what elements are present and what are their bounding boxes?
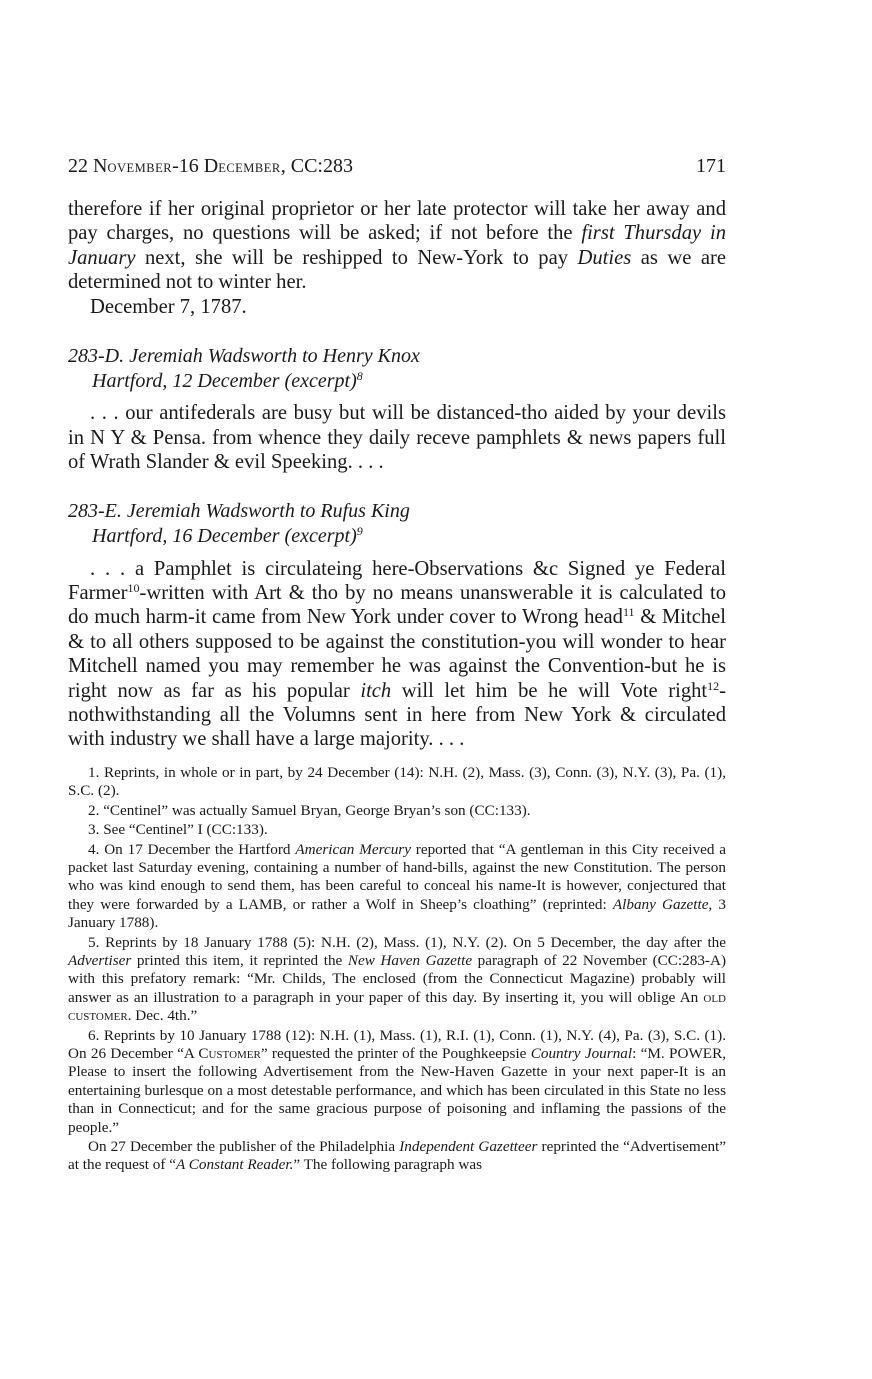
section-heading: 283-E. Jeremiah Wadsworth to Rufus King Hartford, 16 December (excerpt)$^9$: [68, 500, 410, 548]
intro-date: December 7, 1787.: [90, 295, 247, 318]
footnote-ref: 8: [356, 368, 363, 383]
letter-excerpt: . . . our antifederals are busy but will be distanced-tho aided by your devils in N Y & Pensa. from whence they daily receve pamphlets & news papers full of Wrath Slander & evil Speeking. . . .: [68, 402, 726, 474]
section-283-d: [68, 344, 726, 474]
intro-paragraph: therefore if her original proprietor or her late protector will take her away and pay charges, no questions will be asked; if not before the first Thursday in January next, she will be reshipped to New-York to pay Duties as we are determined not to winter her.: [68, 198, 726, 294]
document-page: [68, 154, 726, 1176]
footnote-ref: 12: [707, 678, 720, 693]
footnote-ref: 9: [356, 524, 363, 539]
footnotes: [68, 764, 726, 1175]
section-heading: 283-D. Jeremiah Wadsworth to Henry Knox Hartford, 12 December (excerpt)$^8$: [68, 345, 420, 392]
footnote-1: 1. Reprints, in whole or in part, by 24 December (14): N.H. (2), Mass. (3), Conn. (3), N.Y. (3), Pa. (1), S.C. (2).: [68, 763, 726, 800]
footnote-ref: 11: [622, 605, 635, 620]
page-number: 171: [696, 155, 726, 177]
footnote-3: 3. See “Centinel” I (CC:133).: [88, 821, 268, 839]
footnote-6: 6. Reprints by 10 January 1788 (12): N.H. (1), Mass. (1), R.I. (1), Conn. (1), N.Y. (4), Pa. (3), S.C. (1). On 26 December “A Customer” requested the printer of the Poughkeepsie Country Journal: “M. POWER, Please to insert the following Advertisement from the New-Haven Gazette in your next paper-It is an entertaining burlesque on a most detestable performance, and which has been circulated in this State no less than in Connecticut; and for the same gracious purpose of poisoning and inflaming the passions of the people.”: [68, 1026, 726, 1136]
section-283-e: [68, 499, 726, 751]
running-head-title: 22 NOVEMBER-16 DECEMBER, CC:283: [68, 155, 353, 177]
footnote-ref: 10: [127, 581, 140, 596]
footnote-4: 4. On 17 December the Hartford American Mercury reported that “A gentleman in this City received a packet last Saturday evening, containing a number of hand-bills, against the new Constitution. The person who was kind enough to send them, has been careful to conceal his name-It is however, conjectured that they were forwarded by a LAMB, or rather a Wolf in Sheep’s cloathing” (reprinted: Albany Gazette, 3 January 1788).: [68, 840, 726, 932]
letter-excerpt: . . . a Pamphlet is circulateing here-Observations &c Signed ye Federal Farmer$^{10}$-written with Art & tho by no means unanswerable it is calculated to do much harm-it came from New York under cover to Wrong head$^{11}$ & Mitchel & to all others supposed to be against the constitution-you will wonder to hear Mitchell named you may remember he was against the Convention-but he is right now as far as his popular itch will let him be he will Vote right$^{12}$-nothwithstanding all the Volumns sent in here from New York & circulated with industry we shall have a large majority. . . .: [68, 557, 726, 751]
footnote-5: 5. Reprints by 18 January 1788 (5): N.H. (2), Mass. (1), N.Y. (2). On 5 December, the day after the Advertiser printed this item, it reprinted the New Haven Gazette paragraph of 22 November (CC:283-A) with this prefatory remark: “Mr. Childs, The enclosed (from the Connecticut Magazine) probably will answer as an illustration to a paragraph in your paper of this day. By inserting it, you will oblige An old customer. Dec. 4th.”: [68, 933, 726, 1025]
footnote-6-continued: On 27 December the publisher of the Philadelphia Independent Gazetteer reprinted the “Advertisement” at the request of “A Constant Reader.” The following paragraph was: [68, 1138, 727, 1174]
footnote-2: 2. “Centinel” was actually Samuel Bryan, George Bryan’s son (CC:133).: [88, 801, 531, 819]
running-header: [68, 154, 726, 180]
